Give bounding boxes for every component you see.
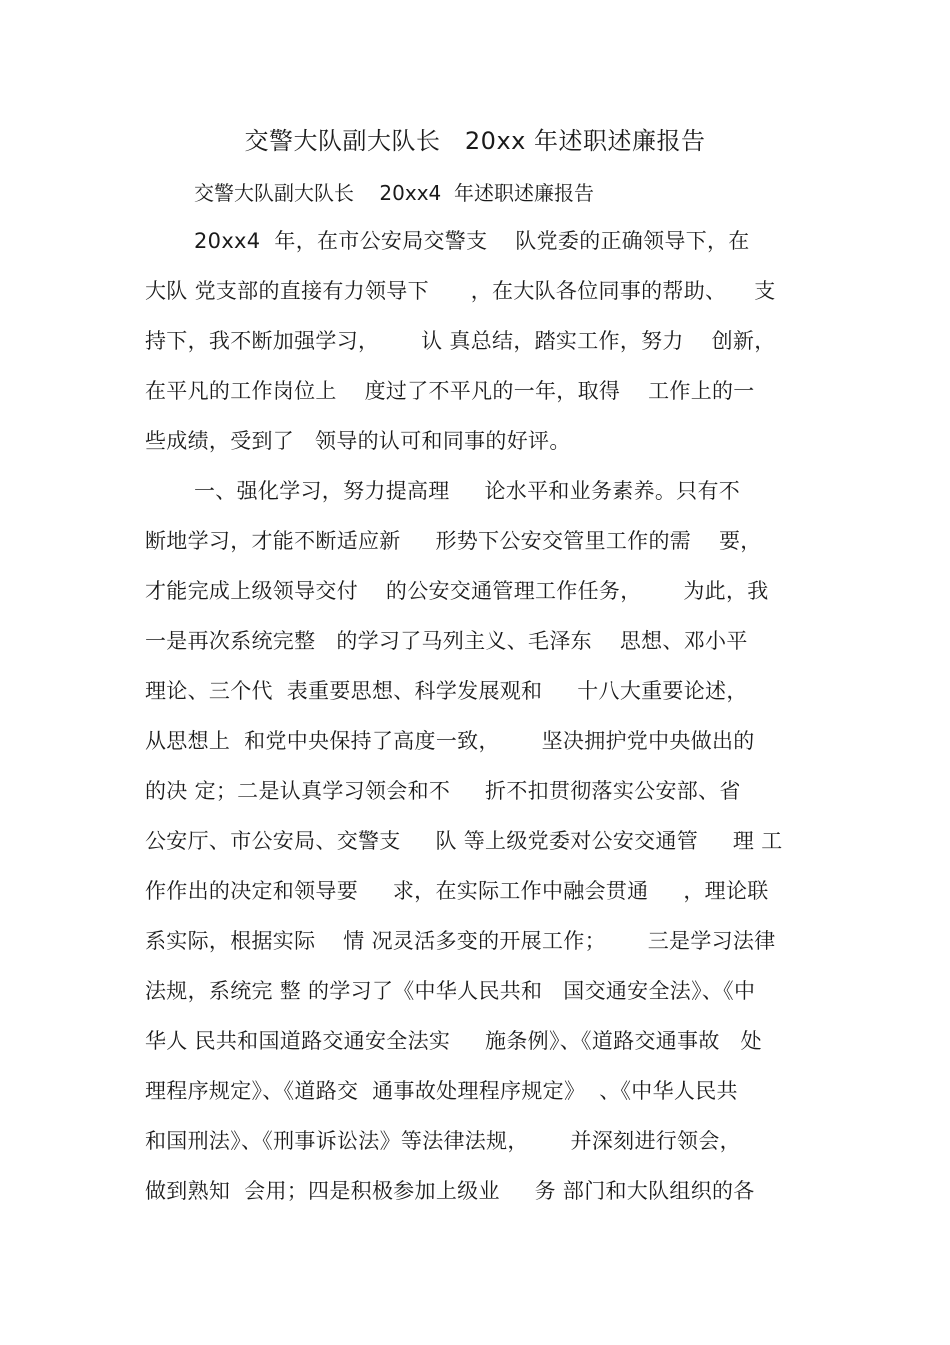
body-line: 做到熟知 会用；四是积极参加上级业 务 部门和大队组织的各 xyxy=(145,1179,755,1203)
body-line: 持下，我不断加强学习， 认 真总结，踏实工作，努力 创新， xyxy=(145,329,776,353)
body-line: 在平凡的工作岗位上 度过了不平凡的一年，取得 工作上的一 xyxy=(145,379,755,403)
body-line: 理论、三个代 表重要思想、科学发展观和 十八大重要论述， xyxy=(145,679,748,703)
body-line: 断地学习，才能不断适应新 形势下公安交管里工作的需 要， xyxy=(145,529,762,553)
body-line: 20xx4 年，在市公安局交警支 队党委的正确领导下，在 xyxy=(194,229,750,253)
body-line: 华人 民共和国道路交通安全法实 施条例》、《道路交通事故 处 xyxy=(145,1029,762,1053)
body-line: 系实际，根据实际 情 况灵活多变的开展工作； 三是学习法律 xyxy=(145,929,776,953)
body-line: 和国刑法》、《刑事诉讼法》等法律法规， 并深刻进行领会， xyxy=(145,1129,741,1153)
body-line: 一是再次系统完整 的学习了马列主义、毛泽东 思想、邓小平 xyxy=(145,629,748,653)
body-line: 大队 党支部的直接有力领导下 ，在大队各位同事的帮助、 支 xyxy=(145,279,776,303)
body-line: 作作出的决定和领导要 求，在实际工作中融会贯通 ，理论联 xyxy=(145,879,769,903)
body-line: 些成绩，受到了 领导的认可和同事的好评。 xyxy=(145,429,571,453)
document-subtitle: 交警大队副大队长 20xx4 年述职述廉报告 xyxy=(194,181,594,205)
body-line: 理程序规定》、《道路交 通事故处理程序规定》 、《中华人民共 xyxy=(145,1079,738,1103)
body-line: 公安厅、市公安局、交警支 队 等上级党委对公安交通管 理 工 xyxy=(145,829,783,853)
document-title: 交警大队副大队长 20xx 年述职述廉报告 xyxy=(244,127,706,155)
body-line: 才能完成上级领导交付 的公安交通管理工作任务， 为此，我 xyxy=(145,579,769,603)
body-line: 的决 定；二是认真学习领会和不 折不扣贯彻落实公安部、省 xyxy=(145,779,741,803)
body-line: 从思想上 和党中央保持了高度一致， 坚决拥护党中央做出的 xyxy=(145,729,755,753)
body-line: 法规，系统完 整 的学习了《中华人民共和 国交通安全法》、《中 xyxy=(145,979,756,1003)
body-line: 一、强化学习，努力提高理 论水平和业务素养。只有不 xyxy=(194,479,741,503)
